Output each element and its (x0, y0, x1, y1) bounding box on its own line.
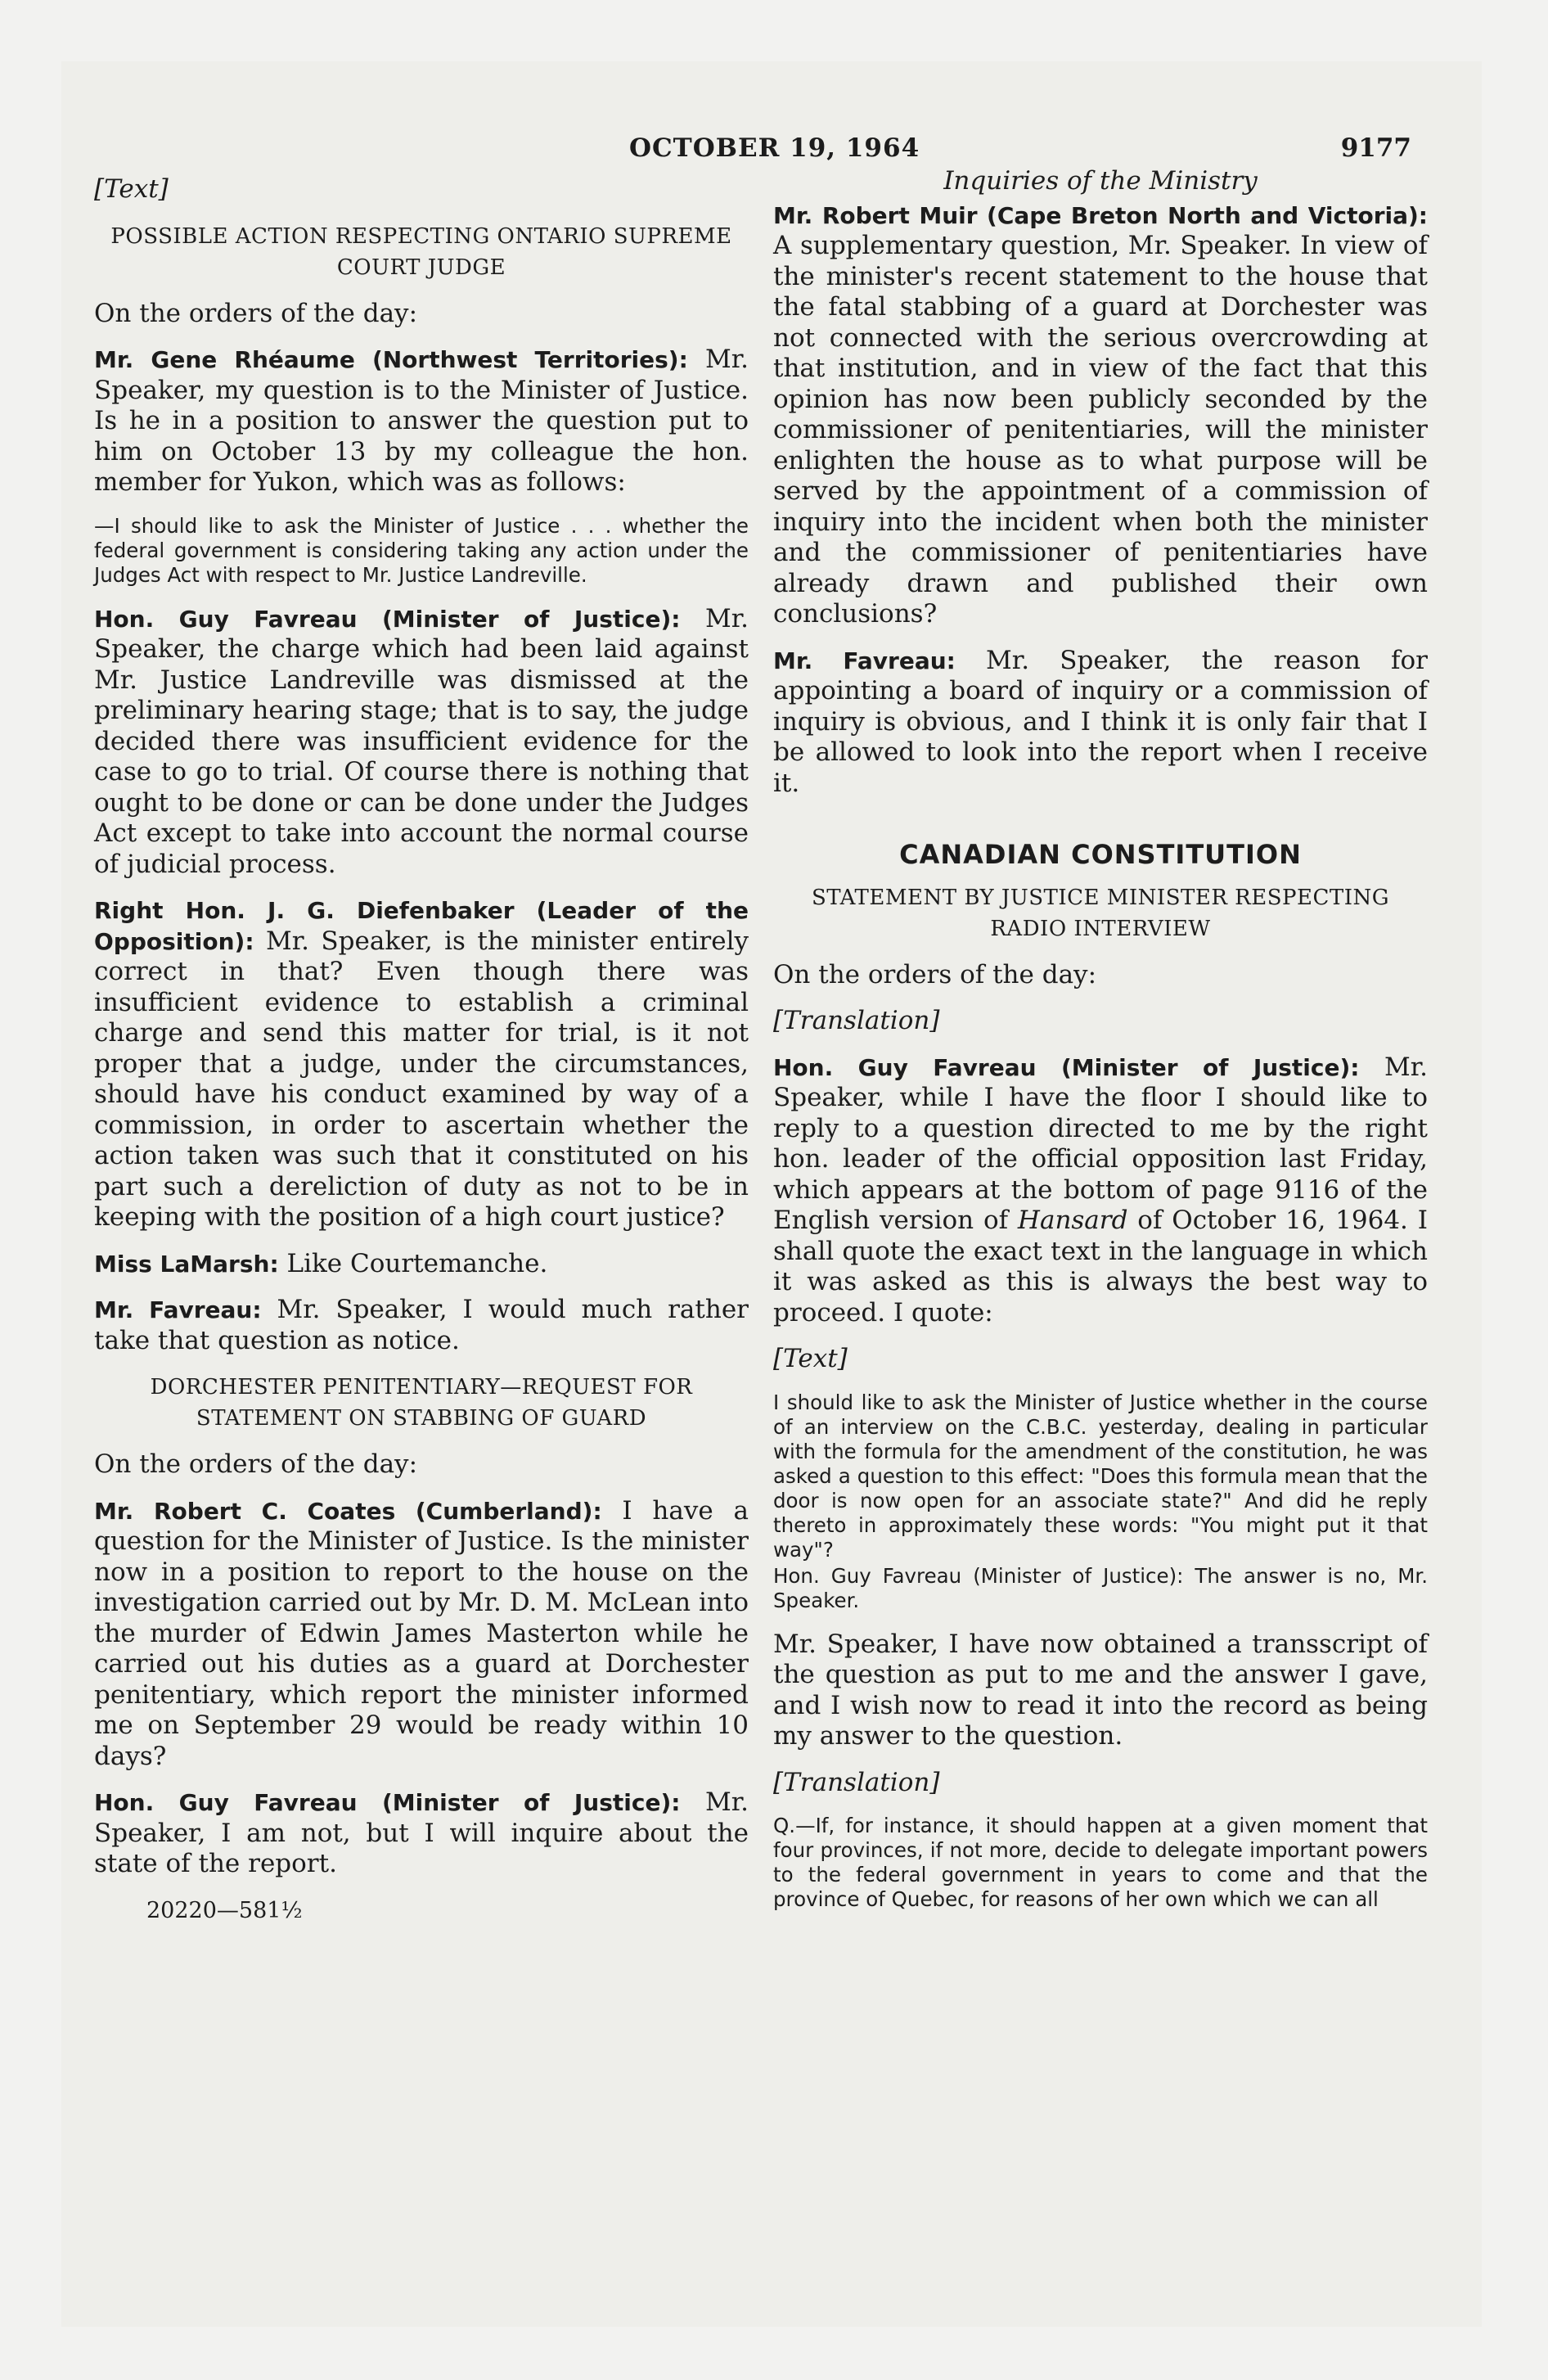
speech-paragraph (94, 1496, 749, 1773)
speech-text: Mr. Speaker, while I have the floor I should like to reply to a question directed to me by the right hon. leader of the official opposition last Friday, which appears at the bottom of page 9116 of the English version of (773, 1052, 1428, 1235)
block-quote (94, 514, 749, 588)
orders-of-the-day: On the orders of the day: (94, 298, 418, 328)
speech-paragraph (773, 646, 1428, 800)
hansard-page (61, 61, 1482, 2327)
speech-paragraph (94, 1249, 749, 1280)
quote-text: I should like to ask the Minister of Justice whether in the course of an interview on the C.B.C. yesterday, dealing in particular with the formula for the amendment of the constitution, he was asked a question to this effect: "Does this formula mean that the door is now open for an associate state?" And did he reply thereto in approximately these words: "You might put it that way"? (773, 1390, 1428, 1562)
speech-text: A supplementary question, Mr. Speaker. In view of the minister's recent statement to the house that the fatal stabbing of a guard at Dorchester was not connected with the serious overcrowding at that institution, and in view of the fact that this opinion has now been publicly seconded by the commissioner of penitentiaries, will the minister enlighten the house as to what purpose will be served by the appointment of a commission of inquiry into the incident when both the minister and the commissioner of penitentiaries have already drawn and published their own conclusions? (773, 231, 1428, 629)
section-title-canadian-constitution: CANADIAN CONSTITUTION (899, 839, 1302, 870)
running-head: Inquiries of the Ministry (943, 166, 1258, 196)
speech-paragraph (773, 201, 1428, 630)
quote-text: —I should like to ask the Minister of Justice . . . whether the federal government is considering taking any action under the Judges Act with respect to Mr. Justice Landreville. (94, 513, 749, 587)
speech-text: Mr. Speaker, I would much rather take that question as notice. (94, 1295, 749, 1355)
orders-of-the-day: On the orders of the day: (94, 1449, 418, 1479)
right-column (773, 166, 1428, 1928)
speech-paragraph (94, 1787, 749, 1880)
section-subtitle-radio-interview: STATEMENT BY JUSTICE MINISTER RESPECTING RADIO INTERVIEW (811, 885, 1390, 941)
text-tag: [Text] (773, 1344, 848, 1373)
quote-text: Q.—If, for instance, it should happen at a given moment that four provinces, if not more, decide to delegate important powers to the federal government in years to come and that the province of Quebec, for reasons of her own which we can all (773, 1814, 1428, 1911)
quote-text: Hon. Guy Favreau (Minister of Justice): The answer is no, Mr. Speaker. (773, 1563, 1428, 1612)
orders-of-the-day: On the orders of the day: (773, 959, 1097, 989)
page-header (61, 133, 1482, 166)
block-quote (773, 1814, 1428, 1912)
speech-text: of October 16, 1964. I shall quote the exact text in the language in which it was asked as this is always the best way to proceed. I quote: (773, 1206, 1428, 1327)
text-tag: [Text] (94, 174, 169, 204)
hansard-italic: Hansard (1017, 1206, 1128, 1235)
speaker-name: Hon. Guy Favreau (Minister of Justice): (773, 1053, 1360, 1081)
header-page-number: 9177 (1340, 133, 1411, 163)
speech-text: I have a question for the Minister of Justice. Is the minister now in a position to report to the house on the investigation carried out by Mr. D. M. McLean into the murder of Edwin James Masterton while he carried out his duties as a guard at Dorchester penitentiary, which report the minister informed me on September 29 would be ready within 10 days? (94, 1495, 749, 1771)
speech-paragraph (94, 345, 749, 498)
speaker-name: Mr. Robert Muir (Cape Breton North and Victoria): (773, 201, 1428, 229)
translation-tag: [Translation] (773, 1006, 940, 1035)
speaker-name: Hon. Guy Favreau (Minister of Justice): (94, 1789, 681, 1816)
left-column (94, 166, 749, 1926)
translation-tag: [Translation] (773, 1767, 940, 1797)
speaker-name: Right Hon. J. G. Diefenbaker (Leader of the Opposition): (94, 897, 749, 955)
speaker-name: Miss LaMarsh: (94, 1250, 279, 1278)
speech-paragraph (94, 604, 749, 881)
speaker-name: Hon. Guy Favreau (Minister of Justice): (94, 605, 681, 633)
speaker-name: Mr. Gene Rhéaume (Northwest Territories): (94, 346, 688, 373)
speech-paragraph: Mr. Speaker, I have now obtained a transscript of the question as put to me and the answer I gave, and I wish now to read it into the record as being my answer to the question. (773, 1629, 1428, 1751)
speaker-name: Mr. Favreau: (773, 647, 956, 674)
speech-paragraph (773, 1053, 1428, 1329)
section-title-ontario-judge: POSSIBLE ACTION RESPECTING ONTARIO SUPREME COURT JUDGE (110, 223, 732, 280)
page-footer-code: 20220—581½ (146, 1897, 303, 1923)
speech-text: Mr. Speaker, the reason for appointing a board of inquiry or a commission of inquiry is obvious, and I think it is only fair that I be allowed to look into the report when I receive it. (773, 645, 1428, 798)
speech-text: Mr. Speaker, the charge which had been laid against Mr. Justice Landreville was dismissed at the preliminary hearing stage; that is to say, the judge decided there was insufficient evidence for the case to go to trial. Of course there is nothing that ought to be done or can be done under the Judges Act except to take into account the normal course of judicial process. (94, 603, 749, 879)
speech-paragraph (94, 895, 749, 1233)
block-quote (773, 1391, 1428, 1613)
speech-text: Mr. Speaker, is the minister entirely correct in that? Even though there was insufficient evidence to establish a criminal charge and send this matter for trial, is it not proper that a judge, under the circumstances, should have his conduct examined by way of a commission, in order to ascertain whether the action taken was such that it constituted on his part such a dereliction of duty as not to be in keeping with the position of a high court justice? (94, 926, 749, 1232)
header-date: OCTOBER 19, 1964 (629, 133, 920, 163)
speech-paragraph (94, 1295, 749, 1356)
section-title-dorchester: DORCHESTER PENITENTIARY—REQUEST FOR STATEMENT ON STABBING OF GUARD (150, 1375, 693, 1431)
speech-text: Mr. Speaker, my question is to the Minister of Justice. Is he in a position to answer the question put to him on October 13 by my colleague the hon. member for Yukon, which was as follows: (94, 345, 749, 497)
speech-text: Mr. Speaker, I am not, but I will inquire about the state of the report. (94, 1787, 749, 1878)
speaker-name: Mr. Robert C. Coates (Cumberland): (94, 1497, 602, 1525)
speech-text: Like Courtemanche. (278, 1248, 548, 1278)
speaker-name: Mr. Favreau: (94, 1296, 262, 1323)
